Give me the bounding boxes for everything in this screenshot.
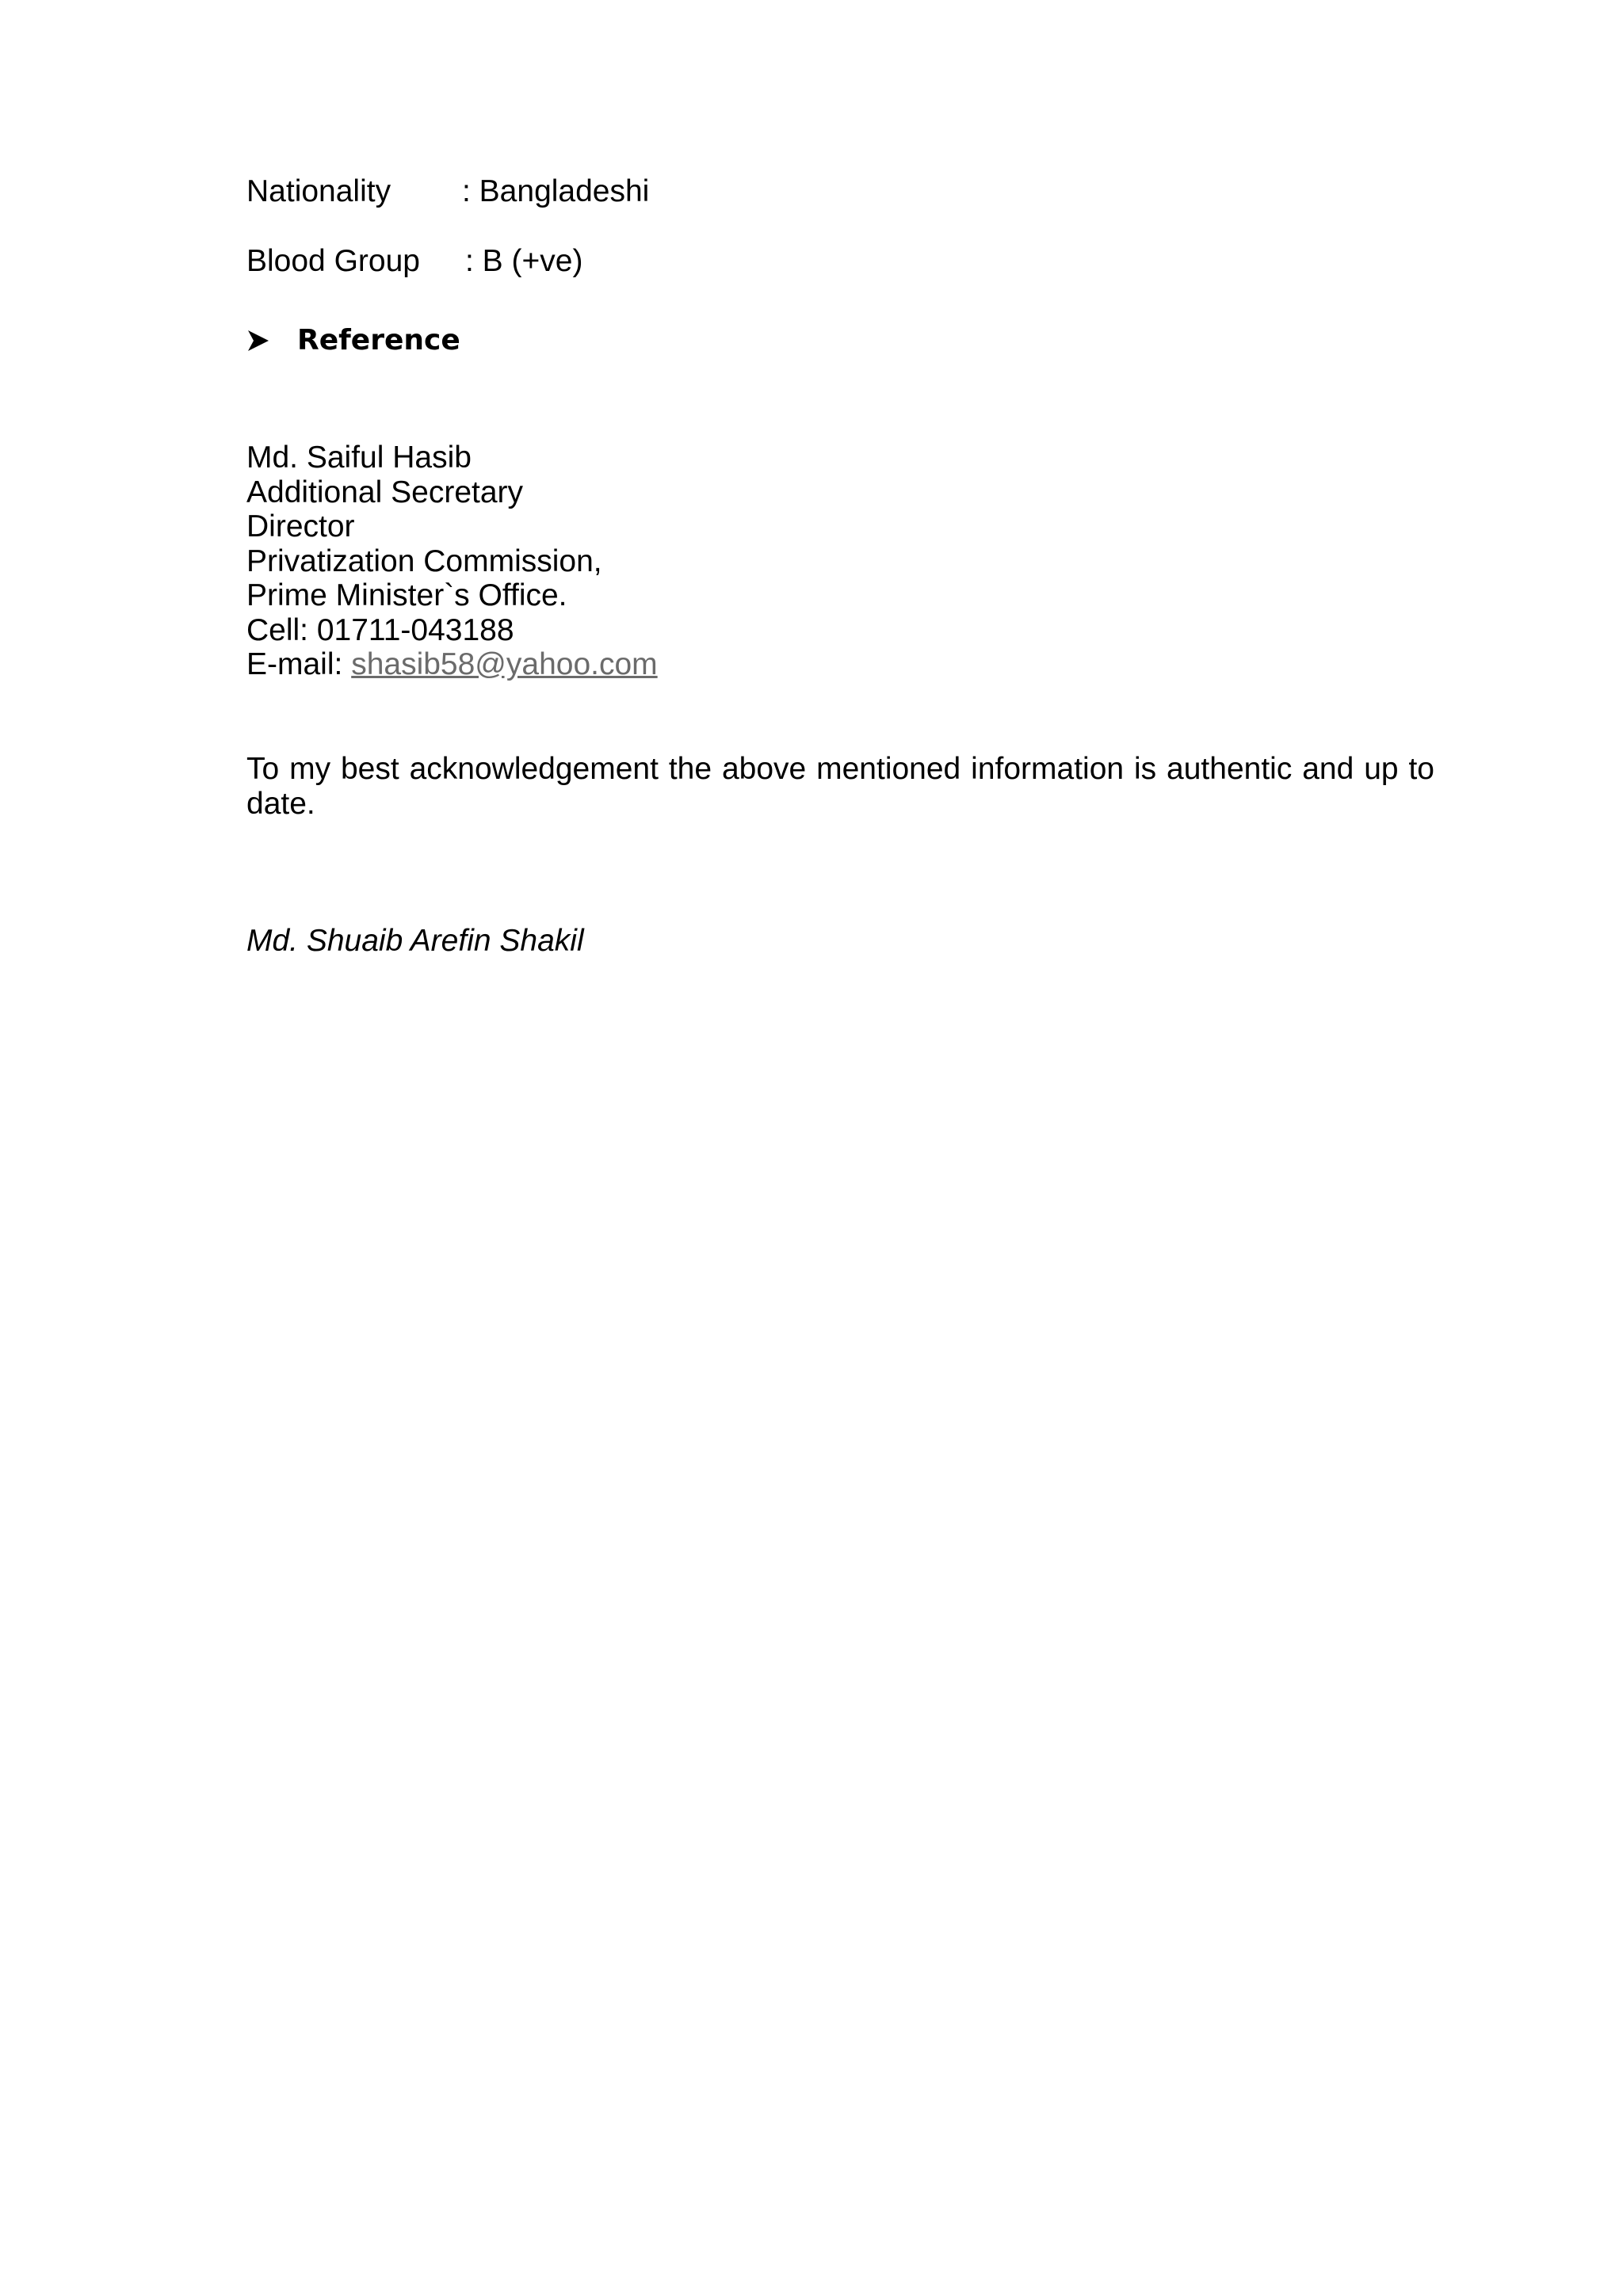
reference-role: Director (246, 509, 355, 543)
reference-email-label: E-mail: (246, 647, 352, 681)
reference-email-link[interactable]: shasib58@yahoo.com (351, 647, 658, 681)
reference-organization: Privatization Commission, (246, 543, 602, 578)
reference-designation: Additional Secretary (246, 475, 524, 509)
reference-cell: Cell: 01711-043188 (246, 612, 514, 647)
reference-office: Prime Minister`s Office. (246, 578, 567, 612)
declaration-text: To my best acknowledgement the above mentioned information is authentic and up to date. (246, 752, 1434, 821)
nationality-label: Nationality (246, 174, 391, 208)
arrowhead-bullet-icon (246, 329, 270, 353)
signature-name: Md. Shuaib Arefin Shakil (246, 924, 584, 958)
blood-group-label: Blood Group (246, 244, 420, 278)
reference-heading-text: Reference (297, 324, 460, 357)
blood-group-value: : B (+ve) (465, 244, 583, 278)
reference-heading (246, 321, 460, 360)
reference-email-line (246, 647, 658, 682)
reference-name: Md. Saiful Hasib (246, 441, 472, 475)
reference-details (246, 441, 658, 682)
nationality-value: : Bangladeshi (462, 174, 650, 208)
